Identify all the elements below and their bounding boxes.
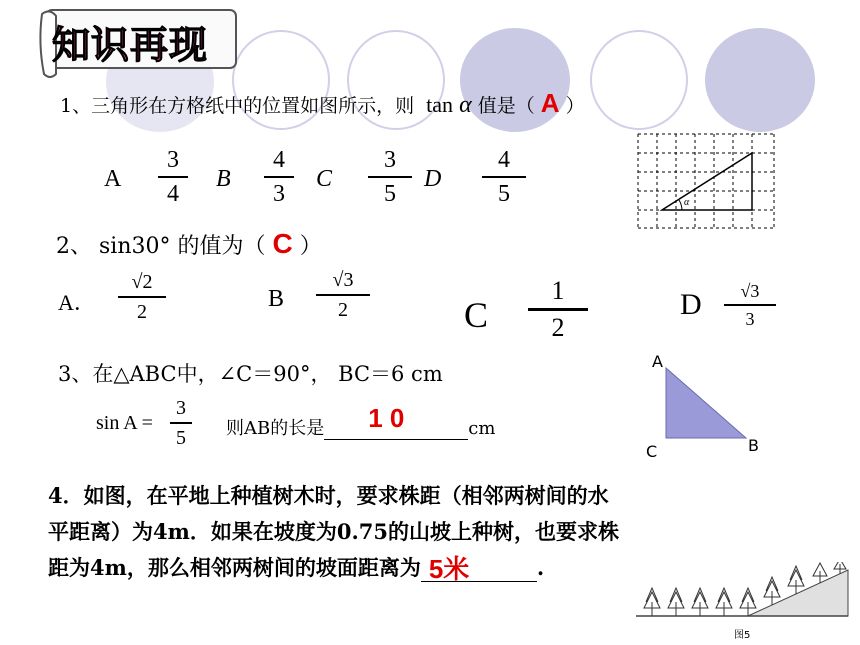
q1-opt-b-letter: B xyxy=(216,166,231,192)
q1-close: ） xyxy=(565,95,585,117)
q1-opt-c-fraction xyxy=(368,146,412,208)
q2-opt-a-fraction xyxy=(118,270,166,324)
fraction-numerator: 3 xyxy=(167,147,179,173)
page-title: 知识再现 xyxy=(52,23,209,67)
fraction-numerator: 3 xyxy=(384,147,396,173)
fraction-numerator: 3 xyxy=(176,397,186,419)
fig5-caption: 图5 xyxy=(734,630,751,641)
q2-opt-a-letter: A． xyxy=(58,290,96,315)
q1-tail: 值是（ xyxy=(477,95,535,117)
slope-trees-figure xyxy=(632,562,852,624)
q3-prompt: 3、在△ABC中，∠C＝90°， BC＝6 cm xyxy=(58,362,443,386)
q2-answer: C xyxy=(272,228,293,259)
q4-answer: 5米 xyxy=(428,554,470,584)
fraction-denominator: 3 xyxy=(273,181,285,207)
q1-opt-d-letter: D xyxy=(424,166,442,192)
q2-opt-d-fraction xyxy=(724,280,776,330)
q3-answer: 1 0 xyxy=(368,403,405,433)
q3-answer-blank xyxy=(324,403,468,440)
decor-circle-6 xyxy=(705,28,815,132)
fraction-denominator: 2 xyxy=(137,300,147,323)
vertex-label-a: A xyxy=(652,352,663,371)
q4-line-1: 4．如图，在平地上种植树木时，要求株距（相邻两树间的水 xyxy=(48,483,609,508)
fraction-denominator: 4 xyxy=(167,181,179,207)
fraction-numerator: 1 xyxy=(551,276,565,305)
q1-opt-b-fraction xyxy=(264,146,294,208)
fraction-denominator: 5 xyxy=(176,426,186,449)
title-banner xyxy=(36,4,242,82)
q1-answer: A xyxy=(540,88,560,118)
fraction-denominator: 3 xyxy=(745,308,755,329)
q4-line-3-text: 距为4m，那么相邻两树间的坡面距离为 xyxy=(48,555,421,580)
q1-opt-a-letter: A xyxy=(104,166,122,192)
q3-answer-line xyxy=(226,403,496,440)
q1-opt-d-fraction xyxy=(482,146,526,208)
q2-prompt xyxy=(56,228,322,260)
q1-prompt xyxy=(60,88,585,119)
fraction-denominator: 5 xyxy=(498,181,510,207)
fraction-numerator: √3 xyxy=(332,269,354,291)
q3-sin-fraction xyxy=(170,396,192,450)
fraction-numerator: 4 xyxy=(273,147,285,173)
q2-opt-b-letter: B xyxy=(268,286,285,312)
svg-text:α: α xyxy=(684,197,690,208)
q4-line-3 xyxy=(48,552,544,582)
q1-opt-a-fraction xyxy=(158,146,188,208)
vertex-label-b: B xyxy=(748,436,759,455)
grid-triangle-figure xyxy=(636,132,776,230)
q4-line-2: 平距离）为4m．如果在坡度为0.75的山坡上种树，也要求株 xyxy=(48,519,619,544)
q2-opt-b-fraction xyxy=(316,268,370,322)
fraction-denominator: 5 xyxy=(384,181,396,207)
q1-text: 1、三角形在方格纸中的位置如图所示，则 xyxy=(60,95,415,117)
q2-close: ） xyxy=(299,234,322,259)
fraction-numerator: √2 xyxy=(131,271,153,293)
q4-end: . xyxy=(536,555,545,580)
q3-sin-prefix: sin A = xyxy=(96,412,153,434)
q1-opt-c-letter: C xyxy=(316,166,333,192)
q3-unit: cm xyxy=(468,418,496,439)
q2-opt-d-letter: D xyxy=(680,288,702,321)
q1-alpha: α xyxy=(459,92,472,118)
q2-opt-c-fraction xyxy=(528,276,588,343)
fraction-numerator: 4 xyxy=(498,147,510,173)
q3-mid-text: 则AB的长是 xyxy=(226,418,325,439)
fraction-denominator: 2 xyxy=(551,312,565,342)
q4-answer-blank xyxy=(421,554,537,584)
vertex-label-c: C xyxy=(646,442,658,461)
decor-circle-5 xyxy=(590,30,688,130)
q2-opt-c-letter: C xyxy=(464,295,489,335)
q1-tan: tan xyxy=(426,92,454,117)
q2-text: 2、 sin30° 的值为（ xyxy=(56,234,266,259)
fraction-numerator: √3 xyxy=(740,281,760,301)
fraction-denominator: 2 xyxy=(338,298,348,321)
